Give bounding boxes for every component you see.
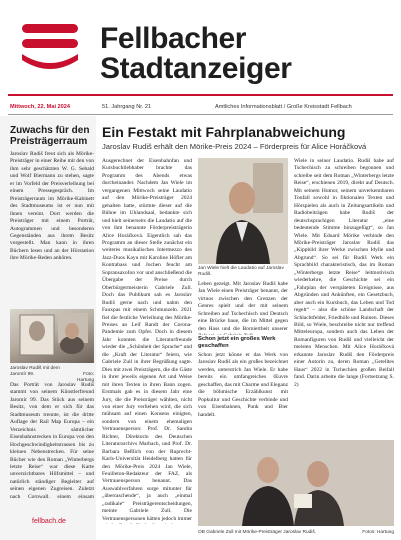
article-column-1: Ausgerechnet der Eisenbahnfan und Kursbuchliebhaber brachte das Programm des Abends etwas durcheinander. Nachdem Jan Wiele im vergangenen Mittwoch seine Laudatio auf den Mörike-Preisträger 2024 gehalten hatte, stürmte dieser auf die Bühne im Uhlandsaal, bedankte sich und hielt seinerseits die Laudatio auf die von ihm benannte Förderpreisträgerin Alice Horáčková. Eigentlich sah das Programm an dieser Stelle zunächst ein weiteres musikalisches Intermezzo des Jazz-Duos Kayu mit Karoline Höfler am Kontrabass und Jochen feucht am Sopransaxofon vor und anschließend die Übergabe der Preise durch Oberbürgermeisterin Gabriele Zull. Doch das Publikum sah es Jaroslav Rudiš gerne nach und nahm den Fauxpas mit einem Schmunzeln. 2021 fiel die festliche Verleihung des Mörike-Preises an Leif Randt der Corona-Pandemie zum Opfer. Doch in diesem Jahr konnten die Literaturfreunde wieder die „Schönheit der Sprache“ und die „Kraft der Literatur“ feiern, wie Gabriele Zull in ihrer Begrüßung sagte. Dies mit zwei Preisträgern, die die Gäste in ihrer jeweils eigenen Art und Weise mit ihren Texten in ihren Bann zogen. Erstmals gab es in diesem Jahr eine Jury, die die Preisträger wählten, nicht von einer Jury verliehen wird, die sich mühsam auf einen Konsens einigten, sondern von einem ehemaligen Vertrauensperson: Prof. Dr. Sandra Richter, Direktorin des Deutschen Literaturarchivs Marbach, und Prof. Dr. Barbara Beßlich von der Ruprecht-Karls-Universität Heidelberg hatten für den Mörike-Preis 2024 Jan Wiele, Feuilleton-Redakteur der FAZ, als Vertrauensperson benannt. Das Auswahlverfahren sorge mitunter für „überraschende“, ja auch „einmal „radikale“ Preisträgerentscheidungen, meinte Gabriele Zull. Die Vertrauenspersonen hätten jedoch immer: [102, 158, 192, 522]
masthead-line-1: Fellbacher: [100, 22, 247, 55]
article-column-2: Leben gezeigt. Mit Jaroslav Rudiš habe Jan Wiele einen Preisträger benannt, der virtuos zwischen den Grenzen der Genres spielt und der mit seinem Schreiben auf Tschechisch und Deutsch eine Brücke baue, die im Mittel gegen den Hass und die Borniertheit unserer: [198, 281, 288, 332]
sidebar-photo: [10, 309, 94, 363]
sidebar-text-2: Das Porträt von Jaroslav Rudiš stammt von seinem Künstlerfreund Jaromír 99. Das Stück aus seinem Besitz, von dem er sich für das Stadtmuseum trennte, ist die dritte Auflage der Rail Map Europa – ein Verzeichnis sämtlicher Eisenbahnstrecken in Europa von den Hochgeschwindigkeitstrassen bis zu kleinen Nebenstrecken. Für seine Bücher wie den Roman „Winterbergs letzte Reise“ war diese Karte unverzichtbares Hilfsmittel – und natürlich ständiger Begleiter auf seinen eigenen Zugreisen. Zuletzt nach Cornwall, einem einsam: [10, 382, 94, 498]
sidebar-photo-credit: Foto: Hartung: [76, 372, 94, 383]
article-headline: Ein Festakt mit Fahrplanabweichung: [102, 124, 346, 140]
header-bottom-rule: [8, 114, 393, 115]
fellbach-logo-icon: [14, 16, 86, 74]
header-divider: [8, 94, 393, 96]
laudator-photo-caption: Jan Wiele hielt die Laudatio auf Jaroslav Rudiš.: [198, 266, 284, 277]
publisher-line: Amtliches Informationsblatt / Große Kreisstadt Fellbach: [215, 104, 352, 110]
masthead: [100, 24, 396, 84]
issue-number: 51. Jahrgang Nr. 21: [102, 104, 152, 110]
sidebar-text-1: Jaroslav Rudiš freut sich als Mörike-Preisträger in einer Reihe mit den von ihm sehr geschätzten W. G. Sebald und Wolf Biermann zu stehen, sagte er im Vorfeld der Preisverleihung bei einem Pressegespräch. Im Preisträgerraum im Mörike-Kabinett des Stadtmuseums ist er nun mit ihnen vereint. Dort werden die Preisträger mit einem Porträt, Autogrammen und besonderen Gegenständen aus ihrem Besitz vorgestellt. Man kann in ihren Büchern lesen und an der Hörstation ihre Mörike-Reden anhören.: [10, 151, 94, 262]
award-photo-caption: OB Gabriele Zull mit Mörike-Preisträger Jaroslav Rudiš.: [198, 530, 317, 535]
sidebar-headline: Zuwachs für den Preisträgerraum: [10, 125, 90, 147]
award-photo-credit: Fotos: Hartung: [362, 530, 394, 535]
award-photo: [198, 440, 394, 526]
article-subhead: Schon jetzt ein großes Werk geschaffen: [198, 336, 276, 350]
laudator-photo: [198, 158, 288, 264]
masthead-line-2: Stadtanzeiger: [100, 52, 292, 85]
sidebar-photo-caption: Jaroslav Rudiš mit dem Jaromír 99.: [10, 366, 60, 377]
article-column-2-continued: Schon jetzt könne er das Werk von Jaroslav Rudiš als ein großes bezeichnet werden, unterstrich Jan Wiele. Er habe bereits ein umfangreiches Œuvre geschaffen, das mit Charme und Eleganz die böhmische Erzählkunst mit Popkultur und Geschichte verbinde und von Eisenbahnen, Punk und Bier handelt.: [198, 352, 288, 418]
article-column-3: Wiele in seiner Laudatio. Rudiš habe auf Tschechisch zu schreiben begonnen und schreibe seit dem Roman „Winterbergs letzte Reise“, erschienen 2019, direkt auf Deutsch. Mit seinem Humor, seinem unverkennbaren Tonfall sowohl in fiktionalen Texten und Hörspielen als auch in Zeitungsartikeln und Radiobeiträgen habe Rudiš der deutschsprachigen Literatur „eine bedeutende Stimme hinzugefügt“, so Jan Wiele. Mit Eduard Mörike verbinde den Mörike-Preisträger Jaroslav Rudiš das „Kippbild ihrer Werke zwischen Idylle und Abgrund“. So sei für Rudiš Werk ein Sprachbild charakteristisch, das im Roman „Winterbergs letzte Reise“ leitmotivisch wiederkehre, die Geschichte sei ein „Fahrplan der verspäteten Ereignisse, aus Abgründen und Ankünften, ein Gesetzbuch, aber auch ein Kursbuch, das Leben und Tod regelt“ – also die schöne Landschaft der Schlachtfelder, Friedhöfe und Ruinen. Dieses Bild, so Wiele, beschreibe nicht nur treffend Mitteleuropa, sondern auch das Leben der Romanfiguren von Rudiš und vielleicht der meisten Menschen. Mit Alice Horáčková erkannte Jaroslav Rudiš den Förderpreis einer Autorin zu, deren Roman „Getelltes Haus“ 2022 in Tschechien großen Beifall fand. Darin arbeite die lange (Fortsetzung S. 2): [294, 158, 394, 388]
article-subheadline: Jaroslav Rudiš erhält den Mörike-Preis 2024 – Förderpreis für Alice Horáčková: [102, 142, 367, 151]
sidebar-url[interactable]: fellbach.de: [32, 518, 66, 525]
issue-date: Mittwoch, 22. Mai 2024: [10, 104, 70, 110]
